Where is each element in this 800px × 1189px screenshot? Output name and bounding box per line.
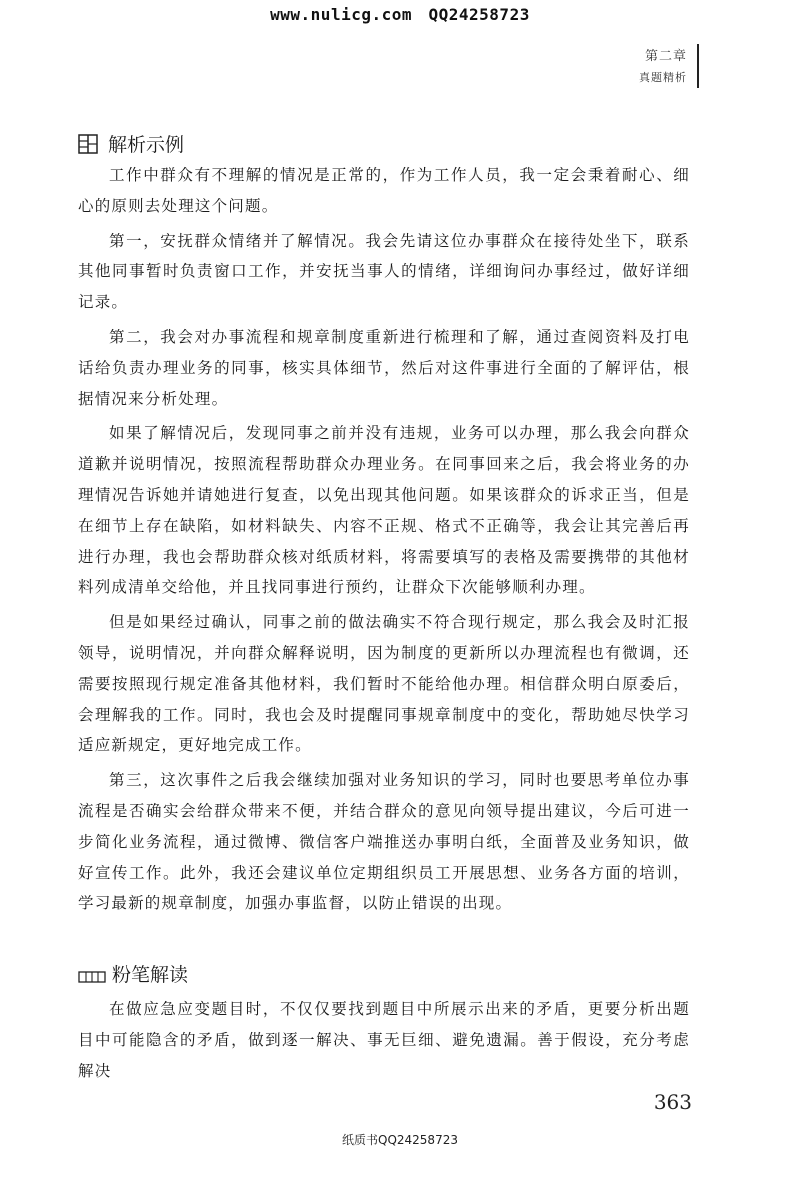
bottom-watermark: 纸质书QQ24258723 <box>342 1133 458 1147</box>
chapter-subtitle: 真题精析 <box>639 71 687 84</box>
analysis-body <box>78 160 690 923</box>
running-head-divider <box>697 44 699 88</box>
paragraph: 在做应急应变题目时，不仅仅要找到题目中所展示出来的矛盾，更要分析出题目中可能隐含的矛盾，做到逐一解决、事无巨细、避免遗漏。善于假设，充分考虑解决 <box>78 1000 690 1080</box>
fenbi-heading-text: 粉笔解读 <box>112 964 189 986</box>
running-head <box>639 46 687 88</box>
grid-icon <box>78 134 98 154</box>
paragraph: 第一，安抚群众情绪并了解情况。我会先请这位办事群众在接待处坐下，联系其他同事暂时负责窗口工作，并安抚当事人的情绪，详细询问办事经过，做好详细记录。 <box>78 231 690 312</box>
top-watermark: www.nulicg.com QQ24258723 <box>270 5 530 24</box>
pencil-bar-icon <box>78 967 106 981</box>
paragraph: 但是如果经过确认，同事之前的做法确实不符合现行规定，那么我会及时汇报领导，说明情况，并向群众解释说明，因为制度的更新所以办理流程也有微调，还需要按照现行规定准备其他材料，我们暂时不能给他办理。相信群众明白原委后，会理解我的工作。同时，我也会及时提醒同事规章制度中的变化，帮助她尽快学习适应新规定，更好地完成工作。 <box>78 613 690 755</box>
paragraph: 如果了解情况后，发现同事之前并没有违规，业务可以办理，那么我会向群众道歉并说明情况，按照流程帮助群众办理业务。在同事回来之后，我会将业务的办理情况告诉她并请她进行复查，以免出现其他问题。如果该群众的诉求正当，但是在细节上存在缺陷，如材料缺失、内容不正规、格式不正确等，我会让其完善后再进行办理，我也会帮助群众核对纸质材料，将需要填写的表格及需要携带的其他材料列成清单交给他，并且找同事进行预约，让群众下次能够顺利办理。 <box>78 424 690 597</box>
analysis-heading <box>78 130 184 157</box>
paragraph: 第三，这次事件之后我会继续加强对业务知识的学习，同时也要思考单位办事流程是否确实会给群众带来不便，并结合群众的意见向领导提出建议，今后可进一步简化业务流程，通过微博、微信客户端推送办事明白纸，全面普及业务知识，做好宣传工作。此外，我还会建议单位定期组织员工开展思想、业务各方面的培训，学习最新的规章制度，加强办事监督，以防止错误的出现。 <box>78 771 690 913</box>
paragraph: 工作中群众有不理解的情况是正常的，作为工作人员，我一定会秉着耐心、细心的原则去处理这个问题。 <box>78 166 690 215</box>
page-number: 363 <box>653 1090 692 1114</box>
analysis-heading-text: 解析示例 <box>108 134 185 156</box>
chapter-label: 第二章 <box>644 49 687 64</box>
fenbi-heading <box>78 960 188 987</box>
fenbi-body <box>78 994 690 1090</box>
paragraph: 第二，我会对办事流程和规章制度重新进行梳理和了解，通过查阅资料及打电话给负责办理业务的同事，核实具体细节，然后对这件事进行全面的了解评估，根据情况来分析处理。 <box>78 327 690 408</box>
